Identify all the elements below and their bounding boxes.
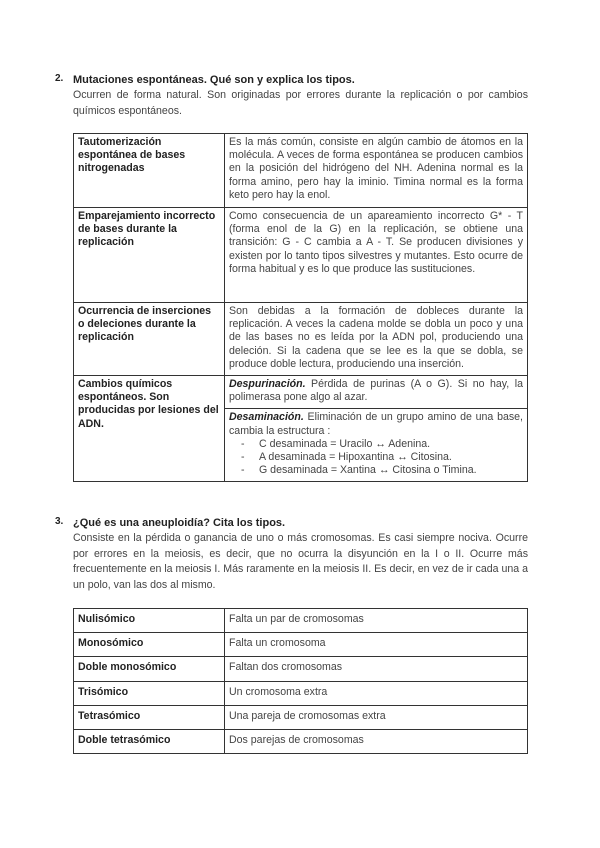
row-desc: Un cromosoma extra — [225, 681, 528, 705]
row-name: Nulisómico — [74, 609, 225, 633]
term: Despurinación. — [229, 378, 306, 391]
row-name: Trisómico — [74, 681, 225, 705]
table-row — [74, 134, 528, 208]
row-name: Ocurrencia de inserciones o deleciones durante la replicación — [74, 303, 225, 376]
mutations-table — [73, 133, 528, 482]
row-desc: Faltan dos cromosomas — [225, 657, 528, 681]
section-intro: Consiste en la pérdida o ganancia de uno o más cromosomas. Es casi siempre nociva. Ocurre por errores en la meiosis, es decir, que no ocurra la disyunción en la I o II. Ocurre más frecuentemente en la meiosis I. Más raramente en la meiosis II. Es decir, en vez de ir cada una a un polo, van las dos al mismo. — [73, 532, 528, 591]
depurination-cell — [225, 376, 528, 409]
section-3 — [55, 516, 528, 593]
row-desc: Es la más común, consiste en algún cambio de átomos en la molécula. A veces de forma espontánea se producen cambios en la posición del hidrógeno del NH. Adenina normal es la forma amino, pero hay la iminio. Timina normal es la forma keto pero hay la enol. — [225, 134, 528, 208]
deamination-list — [229, 438, 523, 478]
row-name: Monosómico — [74, 633, 225, 657]
row-desc: Una pareja de cromosomas extra — [225, 705, 528, 729]
table-row — [74, 681, 528, 705]
section-number: 3. — [55, 516, 64, 527]
table-row — [74, 609, 528, 633]
section-title: Mutaciones espontáneas. Qué son y explica los tipos. — [73, 74, 355, 86]
table-row — [74, 705, 528, 729]
list-item: - C desaminada = Uracilo ↔ Adenina. — [259, 438, 523, 451]
term: Desaminación. — [229, 411, 304, 424]
row-desc: Falta un par de cromosomas — [225, 609, 528, 633]
term-desc: Pérdida de purinas (A o G). Si no hay, la polimerasa pone algo al azar. — [229, 378, 523, 404]
row-name: Doble monosómico — [74, 657, 225, 681]
term-desc: Eliminación de un grupo amino de una base, cambia la estructura : — [229, 411, 523, 437]
table-row — [74, 303, 528, 376]
table-row — [74, 376, 528, 409]
list-item: - G desaminada = Xantina ↔ Citosina o Timina. — [259, 464, 523, 477]
row-name: Doble tetrasómico — [74, 730, 225, 754]
section-intro: Ocurren de forma natural. Son originadas por errores durante la replicación o por cambios químicos espontáneos. — [73, 89, 528, 117]
section-number: 2. — [55, 73, 64, 84]
aneuploidy-table — [73, 608, 528, 754]
table-row — [74, 730, 528, 754]
section-2 — [55, 73, 528, 119]
row-desc: Falta un cromosoma — [225, 633, 528, 657]
table-row — [74, 633, 528, 657]
row-name: Emparejamiento incorrecto de bases durante la replicación — [74, 208, 225, 303]
section-title: ¿Qué es una aneuploidía? Cita los tipos. — [73, 517, 286, 529]
table-row — [74, 657, 528, 681]
list-item: - A desaminada = Hipoxantina ↔ Citosina. — [259, 451, 523, 464]
row-desc: Como consecuencia de un apareamiento incorrecto G* - T (forma enol de la G) en la replicación, se obtiene una transición: G - C cambia a A - T. Se producen divisiones y existen por lo tanto tipos silvestres y mutantes. Esto ocurre de forma habitual y es lo que produce las sustituciones. — [225, 208, 528, 303]
row-name: Cambios químicos espontáneos. Son producidas por lesiones del ADN. — [74, 376, 225, 482]
row-name: Tetrasómico — [74, 705, 225, 729]
table-row — [74, 208, 528, 303]
row-name: Tautomerización espontánea de bases nitrogenadas — [74, 134, 225, 208]
row-desc: Dos parejas de cromosomas — [225, 730, 528, 754]
row-desc: Son debidas a la formación de dobleces durante la replicación. A veces la cadena molde se dobla un poco y una de las bases no es leída por la ADN pol, produciendo una deleción. Si la cadena que se lee es la que se dobla, se produce doble lectura, produciendo una inserción. — [225, 303, 528, 376]
deamination-cell — [225, 409, 528, 482]
